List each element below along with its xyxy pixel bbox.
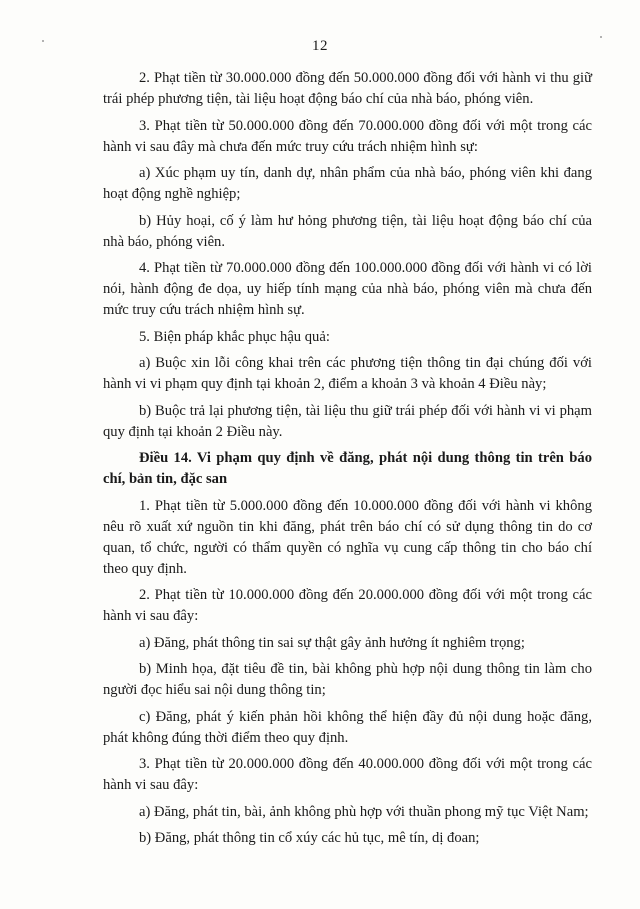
article-heading: Điều 14. Vi phạm quy định về đăng, phát nội dung thông tin trên báo chí, bản tin, đặc san — [103, 450, 592, 487]
paragraph: b) Đăng, phát thông tin cổ xúy các hủ tục, mê tín, dị đoan; — [139, 830, 480, 846]
paragraph: a) Buộc xin lỗi công khai trên các phương tiện thông tin đại chúng đối với hành vi vi phạm quy định tại khoản 2, điểm a khoản 3 và khoản 4 Điều này; — [103, 355, 592, 392]
paragraph: a) Đăng, phát thông tin sai sự thật gây ảnh hưởng ít nghiêm trọng; — [139, 634, 525, 651]
paragraph: a) Xúc phạm uy tín, danh dự, nhân phẩm của nhà báo, phóng viên khi đang hoạt động nghề nghiệp; — [103, 165, 592, 202]
paragraph: 1. Phạt tiền từ 5.000.000 đồng đến 10.000.000 đồng đối với hành vi không nêu rõ xuất xứ nguồn tin khi đăng, phát trên báo chí có sử dụng thông tin do cơ quan, tổ chức, người có thẩm quyền có nghĩa vụ cung cấp thông tin cho báo chí theo quy định. — [103, 497, 592, 577]
paragraph: b) Buộc trả lại phương tiện, tài liệu thu giữ trái phép đối với hành vi vi phạm quy định tại khoản 2 Điều này. — [103, 402, 592, 440]
paragraph: b) Minh họa, đặt tiêu đề tin, bài không phù hợp nội dung thông tin làm cho người đọc hiểu sai nội dung thông tin; — [103, 661, 592, 698]
paragraph: 3. Phạt tiền từ 50.000.000 đồng đến 70.000.000 đồng đối với một trong các hành vi sau đây mà chưa đến mức truy cứu trách nhiệm hình sự: — [103, 117, 592, 155]
page-number: 12 — [312, 38, 328, 54]
paragraph: 5. Biện pháp khắc phục hậu quả: — [139, 328, 330, 345]
paragraph: b) Hủy hoại, cố ý làm hư hỏng phương tiện, tài liệu hoạt động báo chí của nhà báo, phóng viên. — [103, 212, 592, 250]
paragraph: 3. Phạt tiền từ 20.000.000 đồng đến 40.000.000 đồng đối với một trong các hành vi sau đây: — [103, 756, 592, 793]
document-body — [103, 68, 592, 855]
paragraph: 4. Phạt tiền từ 70.000.000 đồng đến 100.000.000 đồng đối với hành vi có lời nói, hành động đe dọa, uy hiếp tính mạng của nhà báo, phóng viên mà chưa đến mức truy cứu trách nhiệm hình sự. — [103, 260, 592, 318]
paragraph: a) Đăng, phát tin, bài, ảnh không phù hợp với thuần phong mỹ tục Việt Nam; — [139, 803, 589, 820]
paragraph: c) Đăng, phát ý kiến phản hồi không thể hiện đầy đủ nội dung hoặc đăng, phát không đúng thời điểm theo quy định. — [103, 708, 592, 746]
paragraph: 2. Phạt tiền từ 10.000.000 đồng đến 20.000.000 đồng đối với một trong các hành vi sau đây: — [103, 587, 592, 624]
paragraph: 2. Phạt tiền từ 30.000.000 đồng đến 50.000.000 đồng đối với hành vi thu giữ trái phép phương tiện, tài liệu hoạt động báo chí của nhà báo, phóng viên. — [103, 70, 592, 107]
